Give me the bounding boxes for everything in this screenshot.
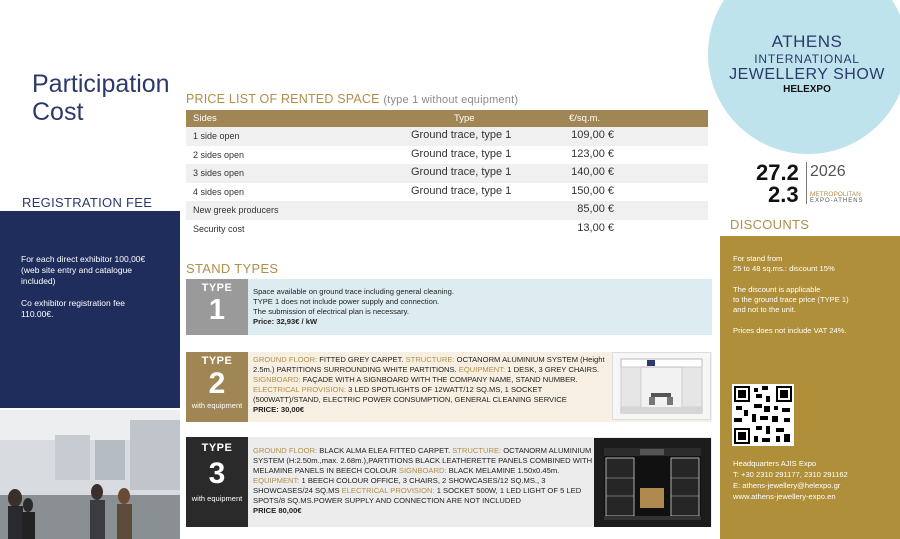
header-type: Type — [454, 113, 475, 124]
with-equipment-label: with equipment — [191, 494, 243, 503]
page-title — [32, 70, 170, 126]
type-number: 1 — [208, 294, 226, 326]
row-price: 85,00 € — [577, 203, 614, 216]
key-electrical: ELECTRICAL PROVISION: — [253, 385, 346, 394]
logo-international: INTERNATIONAL — [754, 52, 860, 66]
value-structure: OCTANORM ALUMINIUM SYSTEM (H:2.50m.,max. 2.68m.),PARTITIONS BLACK LEATHERETTE PANELS COMBINED WITH MELAMINE PANELS IN BEECH COLOUR — [253, 446, 593, 475]
table-row — [186, 127, 708, 146]
row-sides: Security cost — [193, 223, 245, 234]
value-electrical: 1 SOCKET 500W, 1 LED LIGHT OF 5 LED SPOTS/8 SQ.MS.POWER SUPPLY AND CONNECTION ARE NOT INCLUDED — [253, 486, 582, 505]
row-price: 123,00 € — [571, 147, 614, 160]
type-word: TYPE — [201, 442, 233, 454]
contact-email[interactable]: E: athens-jewellery@helexpo.gr — [733, 481, 841, 490]
value-equipment: 1 BEECH COLOUR OFFICE, 3 CHAIRS, 2 SHOWCASES/12 SQ.MS., 3 SHOWCASES/24 SQ.MS — [253, 476, 546, 495]
type-number: 2 — [208, 367, 226, 400]
row-sides: 4 sides open — [193, 186, 245, 197]
table-row — [186, 201, 708, 220]
row-type: Ground trace, type 1 — [411, 166, 512, 179]
discount-text-1: For stand from 25 to 48 sq.ms.: discount 15% — [733, 254, 835, 273]
type1-line-3: The submission of electrical plan is necessary. — [253, 307, 410, 316]
headquarters-label: Headquarters AJIS Expo — [733, 459, 817, 468]
table-row — [186, 220, 708, 239]
row-price: 109,00 € — [571, 129, 614, 141]
value-electrical: 3 LED SPOTLIGHTS OF 12WATT/12 SQ.MS, 1 SOCKET (500WATT)/STAND, ELECTRIC POWER CONSUMPTION, GENERAL CLEANING SERVICE — [253, 385, 567, 404]
row-sides: New greek producers — [193, 205, 279, 216]
type1-line-1: Space available on ground trace including general cleaning. — [253, 287, 454, 296]
stand-type-2-description — [253, 355, 611, 415]
stand-type-3-image — [594, 438, 711, 527]
discount-text-2: The discount is applicable to the ground trace price (TYPE 1) and not to the unit. — [733, 285, 849, 314]
qr-code-icon[interactable] — [732, 384, 794, 446]
registration-fee-box — [0, 211, 180, 408]
row-price: 140,00 € — [571, 166, 614, 179]
key-ground-floor: GROUND FLOOR: — [253, 355, 318, 364]
value-ground-floor: BLACK ALMA ELEA FITTED CARPET. — [317, 446, 453, 455]
contact-website[interactable]: www.athens-jewellery-expo.en — [733, 492, 836, 501]
stand-type-2-label — [186, 352, 248, 422]
price-list-title — [186, 92, 518, 106]
type1-line-2: TYPE 1 does not include power supply and connection. — [253, 297, 440, 306]
logo-helexpo: HELEXPO — [783, 84, 831, 95]
price-table-header — [186, 110, 708, 127]
venue-location: EXPO-ATHENS — [810, 198, 864, 204]
row-type: Ground trace, type 1 — [411, 147, 512, 160]
contact-info — [733, 458, 848, 502]
type-number: 3 — [208, 457, 226, 490]
key-electrical: ELECTRICAL PROVISION: — [341, 486, 435, 495]
stand-types-title: STAND TYPES — [186, 261, 279, 276]
type1-price: Price: 32,93€ / kW — [253, 317, 318, 326]
event-year: 2026 — [810, 163, 846, 180]
type2-price: PRICE: 30,00€ — [253, 405, 305, 414]
row-price: 150,00 € — [571, 184, 614, 197]
price-list-subtitle: (type 1 without equipment) — [383, 94, 519, 106]
type-word: TYPE — [201, 282, 233, 294]
key-equipment: EQUIPMENT: — [253, 476, 300, 485]
value-signboard: FAÇADE WITH A SIGNBOARD WITH THE COMPANY NAME, STAND NUMBER. — [300, 375, 578, 384]
table-row — [186, 146, 708, 165]
table-row — [186, 183, 708, 202]
registration-fee-text-1: For each direct exhibitor 100,00€ (web site entry and catalogue included) — [21, 254, 146, 286]
registration-fee-text-2: Co exhibitor registration fee 110.00€. — [21, 298, 125, 319]
registration-fee-title: REGISTRATION FEE — [22, 195, 153, 210]
price-table-body — [186, 127, 708, 239]
row-sides: 1 side open — [193, 131, 240, 141]
header-price: €/sq.m. — [569, 113, 601, 124]
row-type: Ground trace, type 1 — [411, 129, 512, 141]
value-signboard: BLACK MELAMINE 1.50x0.45m. — [446, 466, 560, 475]
event-date-start: 27.2 — [756, 160, 799, 185]
key-structure: STRUCTURE: — [405, 355, 455, 364]
header-sides: Sides — [193, 113, 217, 124]
stand-type-1-card — [186, 279, 712, 335]
logo-jewellery-show: JEWELLERY SHOW — [729, 66, 885, 83]
key-ground-floor: GROUND FLOOR: — [253, 446, 318, 455]
row-price: 13,00 € — [577, 221, 614, 234]
discounts-box — [720, 236, 900, 539]
discounts-title: DISCOUNTS — [730, 217, 810, 232]
title-line-2: Cost — [32, 98, 84, 126]
key-signboard: SIGNBOARD: — [253, 375, 301, 384]
title-line-1: Participation — [32, 70, 170, 98]
contact-phone: T: +30 2310 291177, 2310 291162 — [733, 470, 848, 479]
price-table — [186, 110, 708, 239]
key-structure: STRUCTURE: — [452, 446, 502, 455]
row-type: Ground trace, type 1 — [411, 184, 512, 197]
logo-athens: ATHENS — [771, 32, 843, 51]
stand-type-3-label — [186, 437, 248, 527]
key-signboard: SIGNBOARD: — [398, 466, 447, 475]
value-ground-floor: FITTED GREY CARPET. — [317, 355, 406, 364]
row-sides: 3 sides open — [193, 168, 245, 179]
date-divider — [806, 162, 807, 204]
discount-text-3: Prices does not include VAT 24%. — [733, 326, 847, 335]
exhibition-photo — [0, 410, 180, 539]
value-structure: OCTANORM ALUMINIUM SYSTEM (Height 2.5m.) PARTITIONS SURROUNDING WHITE PARTITIONS. — [253, 355, 605, 374]
type3-price: PRICE 80,00€ — [253, 506, 302, 515]
key-equipment: EQUIPMENT: — [458, 365, 506, 374]
table-row — [186, 164, 708, 183]
stand-type-3-description — [253, 446, 593, 516]
with-equipment-label: with equipment — [191, 401, 243, 410]
stand-type-1-label — [186, 279, 248, 335]
stand-type-2-image — [612, 352, 711, 420]
venue-name: METROPOLITAN — [810, 191, 861, 198]
event-logo — [722, 32, 892, 95]
event-date-end: 2.3 — [768, 182, 799, 207]
type-word: TYPE — [201, 355, 233, 367]
row-sides: 2 sides open — [193, 149, 245, 160]
price-list-heading: PRICE LIST OF RENTED SPACE — [186, 92, 380, 106]
stand-type-1-description — [253, 287, 454, 327]
value-equipment: 1 DESK, 3 GREY CHAIRS. — [505, 365, 600, 374]
